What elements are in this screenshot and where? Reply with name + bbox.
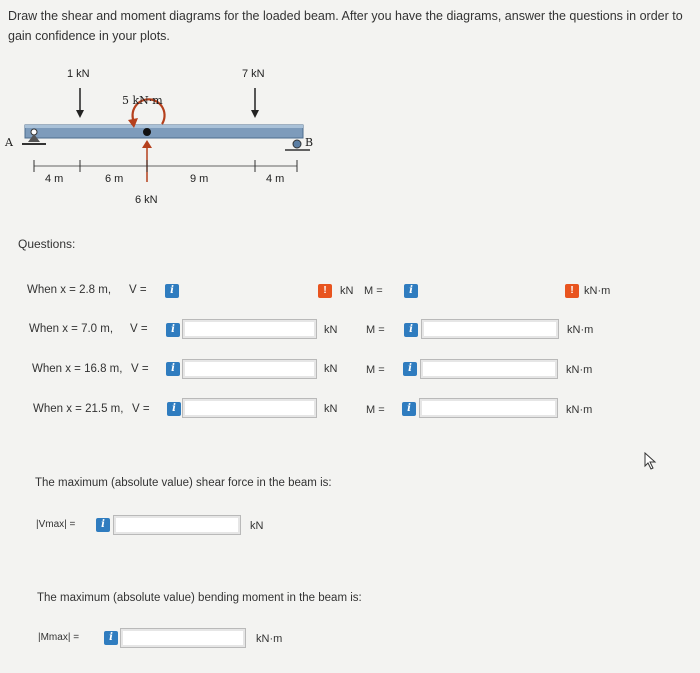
row-3-m-label: M = — [366, 364, 385, 376]
dim-label-1: 4 m — [45, 173, 64, 185]
upward-load-label: 6 kN — [135, 194, 158, 206]
warning-icon: ! — [565, 284, 579, 298]
upward-load-arrowhead — [142, 140, 152, 148]
info-icon[interactable]: i — [104, 631, 118, 645]
moment-label: 5 kN·m — [122, 94, 163, 107]
row-2-m-label: M = — [366, 324, 385, 336]
instructions-text: Draw the shear and moment diagrams for the loaded beam. After you have the diagrams, answer the questions in order to gain confidence in your plots. — [8, 9, 683, 43]
row-4-v-unit: kN — [324, 403, 338, 415]
row-2-m-input[interactable] — [421, 319, 559, 339]
info-icon[interactable]: i — [166, 362, 180, 376]
dim-label-4: 4 m — [266, 173, 285, 185]
load-arrowhead-2 — [251, 110, 259, 118]
row-4-m-label: M = — [366, 404, 385, 416]
row-4-v-label: V = — [132, 403, 150, 415]
beam-figure — [0, 62, 330, 212]
info-icon[interactable]: i — [404, 323, 418, 337]
row-1-label: When x = 2.8 m, — [27, 284, 112, 296]
row-2-m-unit: kN·m — [567, 324, 594, 336]
row-4-m-unit: kN·m — [566, 404, 593, 416]
load-1-label: 1 kN — [67, 68, 90, 80]
warning-icon: ! — [318, 284, 332, 298]
support-b-label: B — [305, 136, 314, 149]
row-1-m-label: M = — [364, 285, 383, 297]
row-3-v-label: V = — [131, 363, 149, 375]
row-2-v-label: V = — [130, 323, 148, 335]
row-2-v-unit: kN — [324, 324, 338, 336]
load-2-label: 7 kN — [242, 68, 265, 80]
moment-point — [143, 128, 151, 136]
row-1-v-unit: kN — [340, 285, 354, 297]
row-1-m-input[interactable] — [422, 281, 554, 301]
info-icon[interactable]: i — [166, 323, 180, 337]
vmax-unit: kN — [250, 520, 264, 532]
row-1-v-label: V = — [129, 284, 147, 296]
beam-highlight — [25, 125, 303, 128]
support-a-label: A — [5, 136, 13, 149]
row-4-v-input[interactable] — [182, 398, 317, 418]
vmax-label: |Vmax| = — [36, 519, 76, 530]
mmax-unit: kN·m — [256, 633, 283, 645]
info-icon[interactable]: i — [96, 518, 110, 532]
mmax-label: |Mmax| = — [38, 632, 80, 643]
row-4-label: When x = 21.5 m, — [33, 403, 124, 415]
dim-label-2: 6 m — [105, 173, 124, 185]
row-2-v-input[interactable] — [182, 319, 317, 339]
row-1-v-input[interactable] — [182, 281, 314, 301]
mmax-input[interactable] — [120, 628, 246, 648]
row-3-v-input[interactable] — [182, 359, 317, 379]
info-icon[interactable]: i — [402, 402, 416, 416]
row-3-v-unit: kN — [324, 363, 338, 375]
dim-label-3: 9 m — [190, 173, 209, 185]
row-3-m-input[interactable] — [420, 359, 558, 379]
row-3-label: When x = 16.8 m, — [32, 363, 123, 375]
row-3-m-unit: kN·m — [566, 364, 593, 376]
info-icon[interactable]: i — [167, 402, 181, 416]
row-1-m-unit: kN·m — [584, 285, 611, 297]
vmax-prompt: The maximum (absolute value) shear force in the beam is: — [35, 477, 332, 489]
questions-heading: Questions: — [18, 237, 76, 251]
info-icon[interactable]: i — [165, 284, 179, 298]
load-arrowhead-1 — [76, 110, 84, 118]
vmax-input[interactable] — [113, 515, 241, 535]
mmax-prompt: The maximum (absolute value) bending moment in the beam is: — [37, 592, 362, 604]
cursor-icon — [643, 452, 657, 475]
info-icon[interactable]: i — [403, 362, 417, 376]
support-b-roller — [293, 140, 301, 148]
row-2-label: When x = 7.0 m, — [29, 323, 114, 335]
row-4-m-input[interactable] — [419, 398, 558, 418]
info-icon[interactable]: i — [404, 284, 418, 298]
beam-diagram-svg — [0, 62, 330, 212]
